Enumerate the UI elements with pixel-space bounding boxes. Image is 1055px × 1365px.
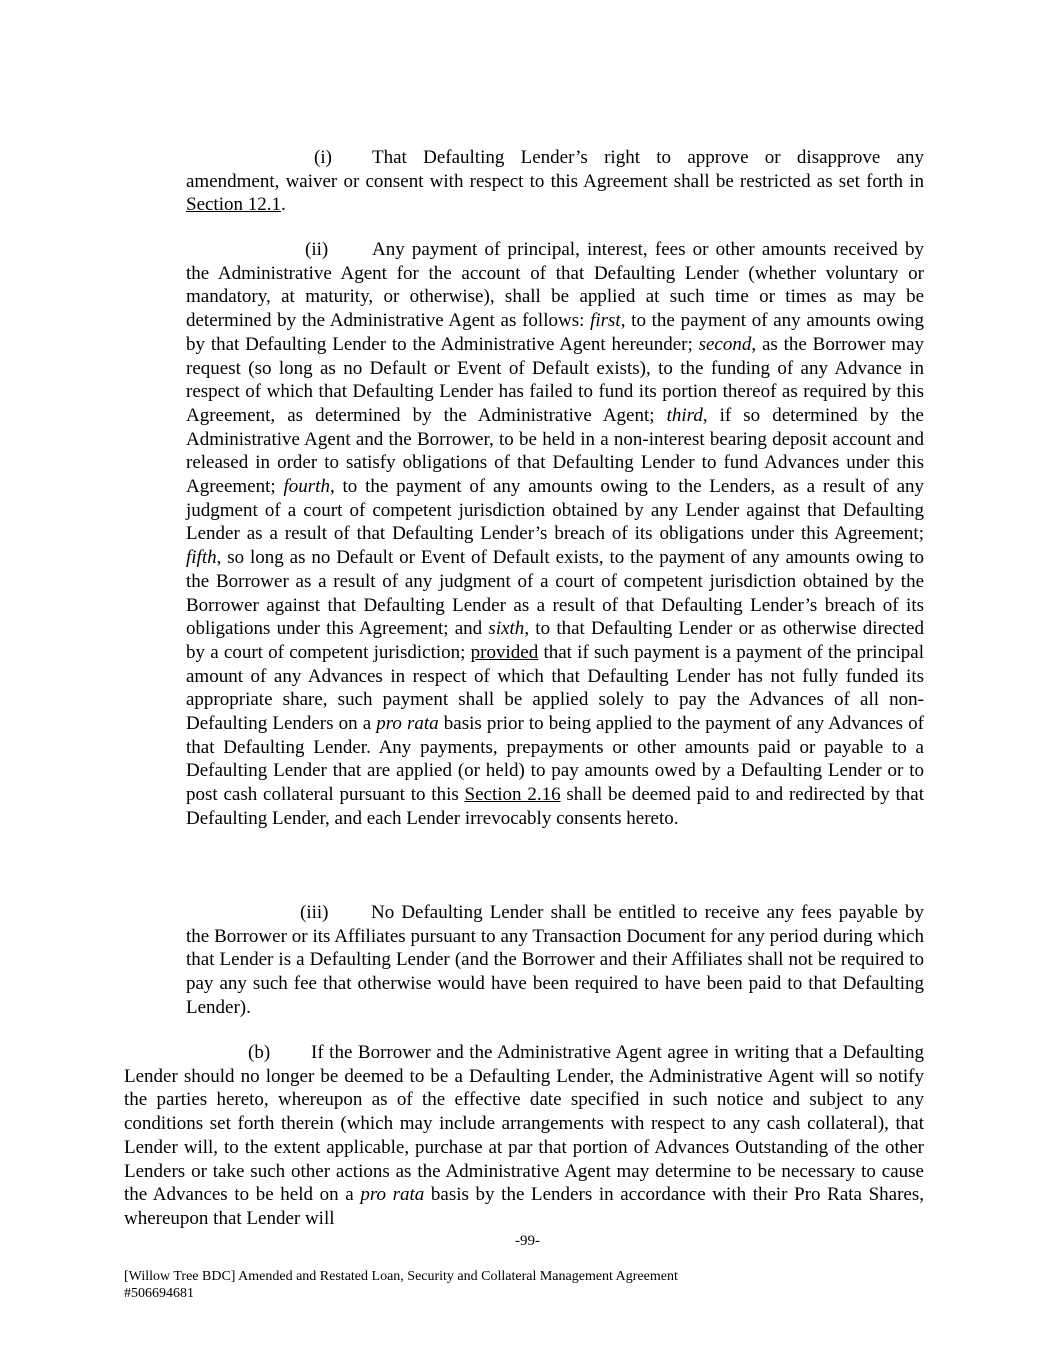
paragraph-text: , so long as no Default or Event of Default exists, to the payment of any amounts owing to the Borrower as a result of any judgment of a court of competent jurisdiction obtained by the Borrower against that Defaulting Lender as a result of that Defaulting Lender’s breach of its obligations under this Agreement; and <box>186 547 924 640</box>
document-footer <box>124 1268 678 1302</box>
footer-title: [Willow Tree BDC] Amended and Restated Loan, Security and Collateral Management Agreement <box>124 1269 678 1284</box>
emphasis-second: second <box>698 333 752 355</box>
paragraph-text: that if such payment is a payment of the principal amount of any Advances in respect of which that Defaulting Lender has not fully funded its appropriate share, such payment shall be applied solely to pay the Advances of all non-Defaulting Lenders on a <box>186 641 924 735</box>
paragraph-text: No Defaulting Lender shall be entitled to receive any fees payable by the Borrower or its Affiliates pursuant to any Transaction Document for any period during which that Lender is a Defaulting Lender (and the Borrower and their Affiliates shall not be required to pay any such fee that otherwise would have been required to have been paid to that Defaulting Lender). <box>186 902 924 1018</box>
emphasis-fourth: fourth <box>283 476 330 498</box>
footer-document-id: #506694681 <box>124 1286 194 1301</box>
paragraph-text: basis by the Lenders in accordance with their Pro Rata Shares, whereupon that Lender will <box>124 1184 925 1229</box>
emphasis-third: third <box>666 404 703 426</box>
page-number: -99- <box>515 1233 540 1249</box>
paragraph-text: If the Borrower and the Administrative Agent agree in writing that a Defaulting Lender should no longer be deemed to be a Defaulting Lender, the Administrative Agent will so notify the parties hereto, whereupon as of the effective date specified in such notice and subject to any conditions set forth therein (which may include arrangements with respect to any cash collateral), that Lender will, to the extent applicable, purchase at par that portion of Advances Outstanding of the other Lenders or take such other actions as the Administrative Agent may determine to be necessary to cause the Advances to be held on a <box>124 1042 924 1206</box>
emphasis-pro-rata: pro rata <box>376 713 439 735</box>
paragraph-b <box>124 1041 924 1231</box>
paragraph-i <box>186 146 924 217</box>
paragraph-text: shall be deemed paid to and redirected by that Defaulting Lender, and each Lender irrevocably consents hereto. <box>186 784 924 829</box>
emphasis-fifth: fifth <box>186 547 217 569</box>
paragraph-text: , to that Defaulting Lender or as otherwise directed by a court of competent jurisdiction; <box>186 618 924 663</box>
paragraph-text: basis prior to being applied to the payment of any Advances of that Defaulting Lender. Any payments, prepayments or other amounts paid or payable to a Defaulting Lender that are applied (or held) to pay amounts owed by a Defaulting Lender or to post cash collateral pursuant to this <box>186 713 924 806</box>
emphasis-first: first <box>590 310 621 332</box>
paragraph-ii <box>186 238 924 831</box>
paragraph-text: , to the payment of any amounts owing by that Defaulting Lender to the Administrative Agent hereunder; <box>186 310 924 355</box>
paragraph-text: , to the payment of any amounts owing to the Lenders, as a result of any judgment of a court of competent jurisdiction obtained by any Lender against that Defaulting Lender as a result of that Defaulting Lender’s breach of its obligations under this Agreement; <box>186 476 924 545</box>
paragraph-number: (iii) <box>300 902 329 923</box>
paragraph-text: , as the Borrower may request (so long as no Default or Event of Default exists), to the funding of any Advance in respect of which that Defaulting Lender has failed to fund its portion thereof as required by this Agreement, as determined by the Administrative Agent; <box>186 333 925 426</box>
paragraph-number: (i) <box>314 147 332 168</box>
section-reference-link[interactable]: Section 12.1 <box>186 194 281 216</box>
paragraph-text: That Defaulting Lender’s right to approve or disapprove any amendment, waiver or consent with respect to this Agreement shall be restricted as set forth in <box>186 147 924 192</box>
paragraph-iii <box>186 901 924 1020</box>
paragraph-number: (b) <box>248 1042 271 1063</box>
paragraph-text: , if so determined by the Administrative Agent and the Borrower, to be held in a non-interest bearing deposit account and released in order to satisfy obligations of that Defaulting Lender to fund Advances under this Agreement; <box>186 404 924 498</box>
section-reference-link[interactable]: Section 2.16 <box>464 784 561 806</box>
paragraph-text: . <box>281 194 286 216</box>
emphasis-pro-rata: pro rata <box>360 1184 425 1206</box>
underlined-provided: provided <box>470 641 539 663</box>
paragraph-text: Any payment of principal, interest, fees or other amounts received by the Administrative Agent for the account of that Defaulting Lender (whether voluntary or mandatory, at maturity, or otherwise), shall be applied at such time or times as may be determined by the Administrative Agent as follows: <box>186 239 924 332</box>
emphasis-sixth: sixth <box>488 618 525 640</box>
paragraph-number: (ii) <box>305 239 329 260</box>
